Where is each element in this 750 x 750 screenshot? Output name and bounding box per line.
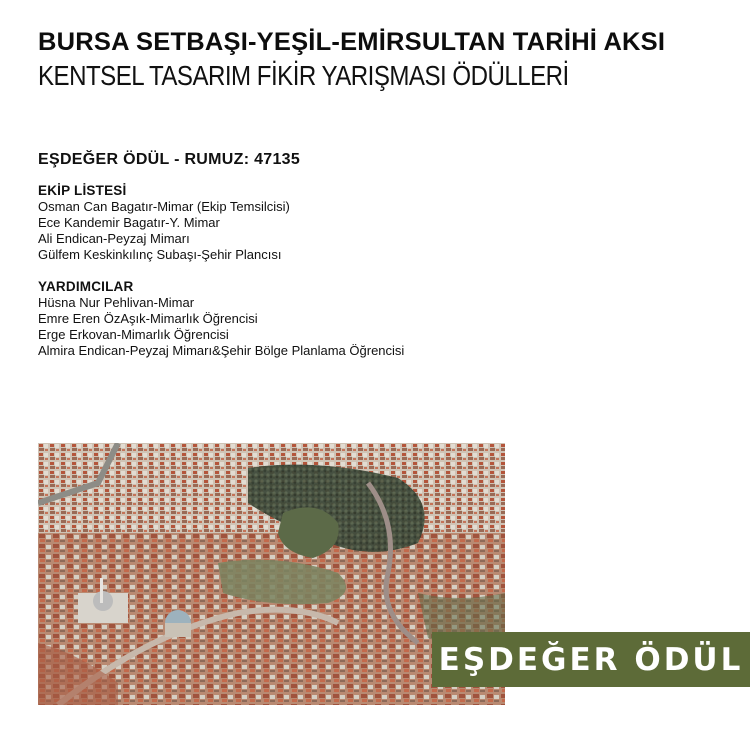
page-title: BURSA SETBAŞI-YEŞİL-EMİRSULTAN TARİHİ AKSI <box>38 28 666 56</box>
helper-member: Hüsna Nur Pehlivan-Mimar <box>38 295 195 310</box>
award-badge-label: EŞDEĞER ÖDÜL <box>438 641 744 678</box>
team-member: Ali Endican-Peyzaj Mimarı <box>38 231 190 246</box>
team-member: Ece Kandemir Bagatır-Y. Mimar <box>38 215 220 230</box>
team-member: Osman Can Bagatır-Mimar (Ekip Temsilcisi) <box>38 199 290 214</box>
page-subtitle: KENTSEL TASARIM FİKİR YARIŞMASI ÖDÜLLERİ <box>38 60 569 91</box>
team-member: Gülfem Keskinkılınç Subaşı-Şehir Plancısı <box>38 247 282 262</box>
helper-member: Emre Eren ÖzAşık-Mimarlık Öğrencisi <box>38 311 258 326</box>
team-list-title: EKİP LİSTESİ <box>38 183 127 198</box>
team-list <box>38 183 290 263</box>
helpers-list-title: YARDIMCILAR <box>38 279 134 294</box>
award-badge <box>432 632 750 687</box>
helper-member: Almira Endican-Peyzaj Mimarı&Şehir Bölge Planlama Öğrencisi <box>38 343 405 358</box>
helpers-list <box>38 279 404 359</box>
award-heading: EŞDEĞER ÖDÜL - RUMUZ: 47135 <box>38 151 301 168</box>
helper-member: Erge Erkovan-Mimarlık Öğrencisi <box>38 327 229 342</box>
